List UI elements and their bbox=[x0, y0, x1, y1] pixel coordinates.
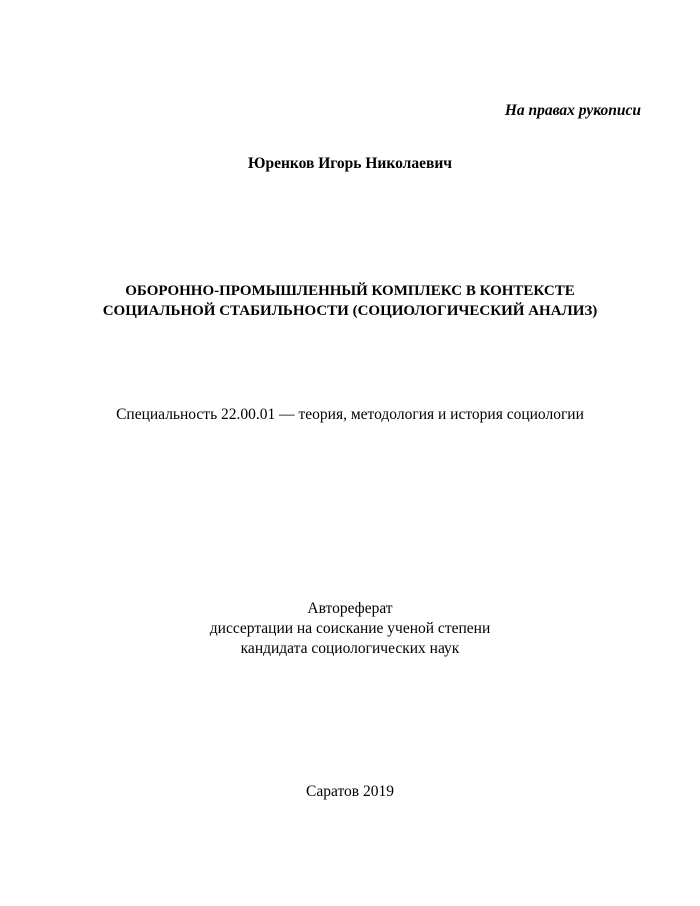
manuscript-rights-note: На правах рукописи bbox=[504, 102, 641, 119]
title-line-2: СОЦИАЛЬНОЙ СТАБИЛЬНОСТИ (СОЦИОЛОГИЧЕСКИЙ АНАЛИЗ) bbox=[102, 303, 598, 319]
title-line-1: ОБОРОННО-ПРОМЫШЛЕННЫЙ КОМПЛЕКС В КОНТЕКСТЕ bbox=[125, 283, 575, 299]
city-year: Саратов 2019 bbox=[306, 783, 394, 800]
abstract-line-1: Автореферат bbox=[307, 600, 393, 617]
abstract-line-2: диссертации на соискание ученой степени bbox=[209, 620, 491, 637]
author-name: Юренков Игорь Николаевич bbox=[248, 155, 452, 172]
abstract-line-3: кандидата социологических наук bbox=[240, 640, 460, 657]
specialty-line: Специальность 22.00.01 — теория, методология и история социологии bbox=[116, 406, 584, 423]
abstract-description bbox=[0, 599, 700, 659]
dissertation-title bbox=[0, 281, 700, 321]
